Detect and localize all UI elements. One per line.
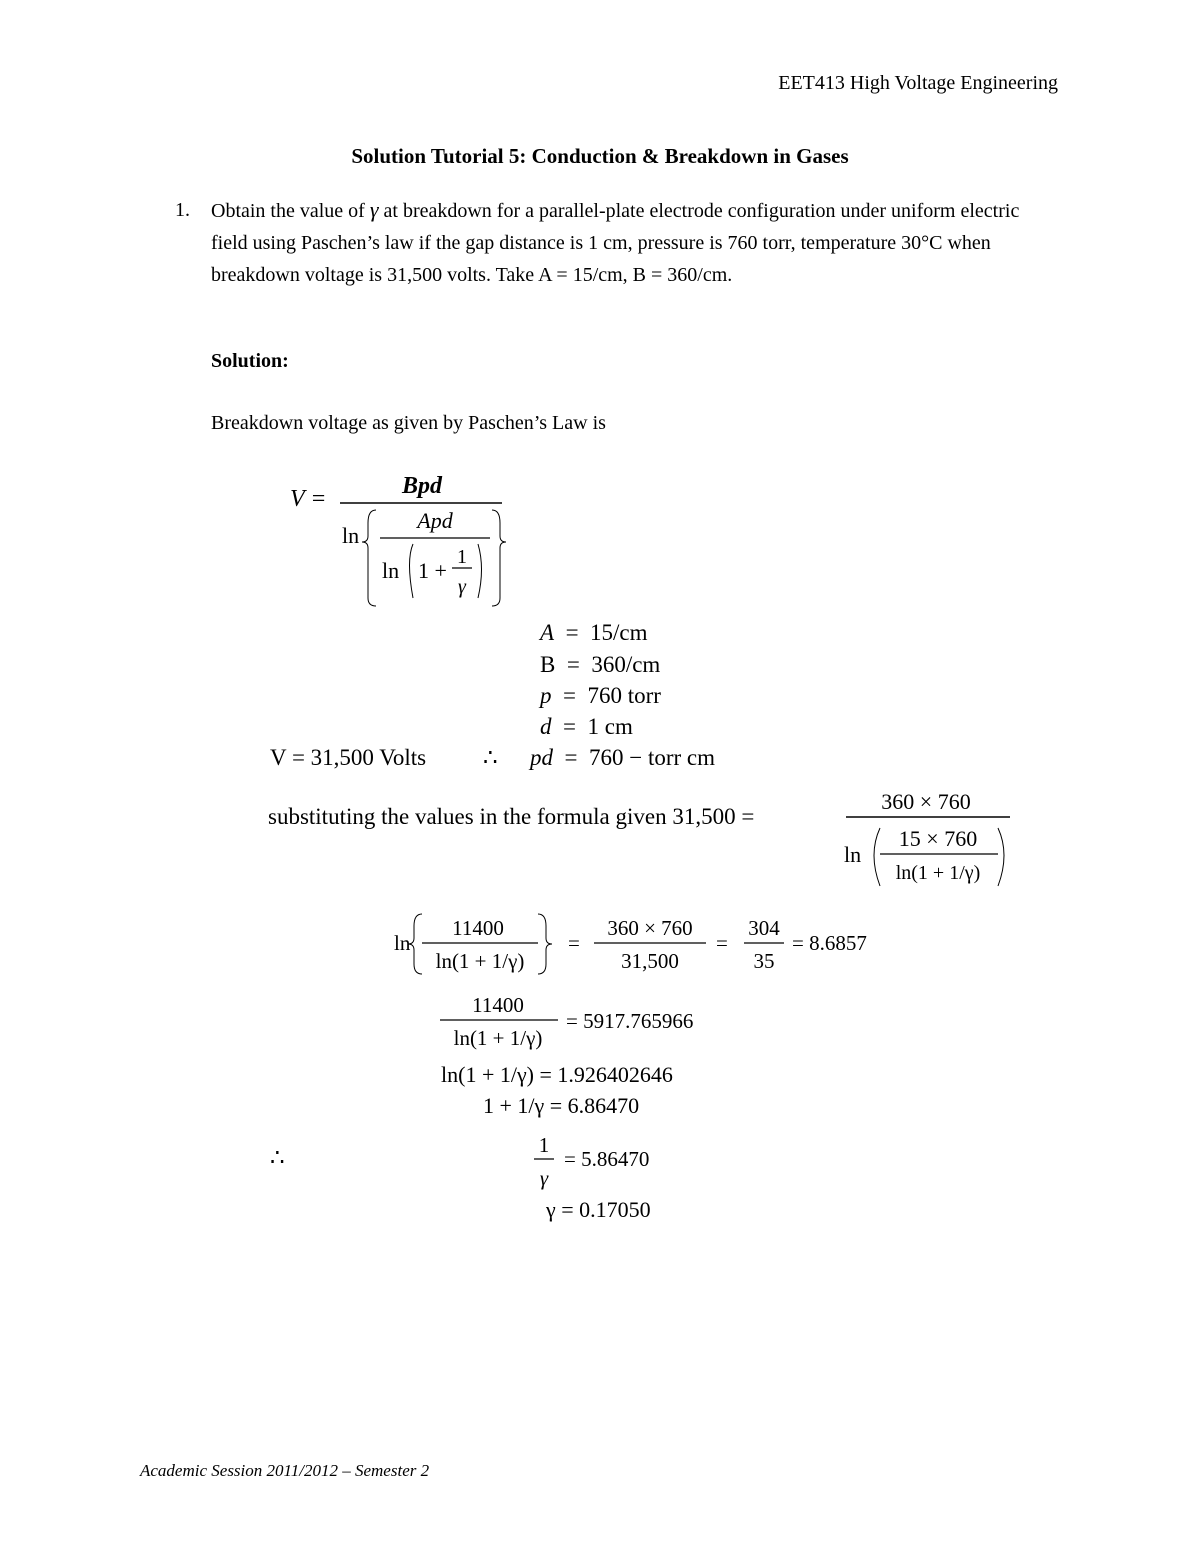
substitution-fraction <box>838 784 1018 894</box>
substitution-numerator: 360 × 760 <box>881 789 971 814</box>
formula-lhs: V = <box>290 486 327 512</box>
therefore-symbol: ∴ <box>483 745 498 770</box>
given-V: V = 31,500 Volts <box>270 745 427 770</box>
step-4: 1 + 1/γ = 6.86470 <box>483 1093 640 1118</box>
formula-inner-numerator: Apd <box>417 508 453 533</box>
step1-ln: ln <box>394 931 411 955</box>
svg-text:=: = <box>716 931 728 955</box>
step1-frac3-numerator: 304 <box>748 916 780 940</box>
svg-text:=: = <box>568 931 580 955</box>
step2-result: = 5917.765966 <box>566 1009 694 1033</box>
given-d: d = 1 cm <box>540 714 633 739</box>
formula-ln: ln <box>342 523 360 548</box>
step1-frac3-denominator: 35 <box>753 949 775 973</box>
step-5 <box>530 1128 700 1192</box>
formula-one: 1 <box>457 546 467 568</box>
formula-numerator: Bpd <box>401 473 443 499</box>
solution-label: Solution: <box>211 350 289 372</box>
formula-one-plus: 1 + <box>418 558 447 583</box>
paschen-formula <box>280 468 520 613</box>
substitution-inner-numerator: 15 × 760 <box>898 826 978 851</box>
given-B: B = 360/cm <box>540 652 661 677</box>
step1-frac2-numerator: 360 × 760 <box>607 916 693 940</box>
course-header: EET413 High Voltage Engineering <box>778 72 1058 94</box>
question-number: 1. <box>175 199 190 221</box>
step-6-final-answer: γ = 0.17050 <box>546 1197 651 1222</box>
gamma-symbol: γ <box>369 197 379 222</box>
given-pd: pd = 760 − torr cm <box>530 745 716 770</box>
step2-numerator: 11400 <box>472 993 524 1017</box>
step1-denominator: ln(1 + 1/γ) <box>435 949 525 973</box>
formula-inner-ln: ln <box>382 558 400 583</box>
therefore-symbol-2: ∴ <box>270 1145 285 1170</box>
step5-result: = 5.86470 <box>564 1147 650 1171</box>
page-footer: Academic Session 2011/2012 – Semester 2 <box>140 1461 430 1480</box>
intro-text: Breakdown voltage as given by Paschen’s Law is <box>211 412 606 434</box>
step-3: ln(1 + 1/γ) = 1.926402646 <box>441 1062 673 1087</box>
step5-numerator: 1 <box>538 1133 550 1157</box>
substitution-text: substituting the values in the formula given 31,500 = <box>268 804 755 829</box>
substitution-ln: ln <box>844 842 862 867</box>
step1-numerator: 11400 <box>452 916 504 940</box>
formula-gamma: γ <box>458 576 466 598</box>
page-title: Solution Tutorial 5: Conduction & Breakdown in Gases <box>351 144 849 168</box>
step2-denominator: ln(1 + 1/γ) <box>453 1026 543 1050</box>
step1-result: = 8.6857 <box>792 931 867 955</box>
step1-frac2-denominator: 31,500 <box>621 949 679 973</box>
given-p: p = 760 torr <box>540 683 661 708</box>
question-text: Obtain the value of γ at breakdown for a parallel-plate electrode configuration under uniform electric field using Paschen’s law if the gap distance is 1 cm, pressure is 760 torr, temperature 30°C when breakdown voltage is 31,500 volts. Take A = 15/cm, B = 360/cm. <box>211 197 1020 286</box>
given-A: A = 15/cm <box>540 620 648 645</box>
step5-denominator: γ <box>539 1166 549 1190</box>
step-2 <box>436 990 756 1052</box>
step-1 <box>392 908 912 980</box>
substitution-inner-denominator: ln(1 + 1/γ) <box>895 862 981 884</box>
